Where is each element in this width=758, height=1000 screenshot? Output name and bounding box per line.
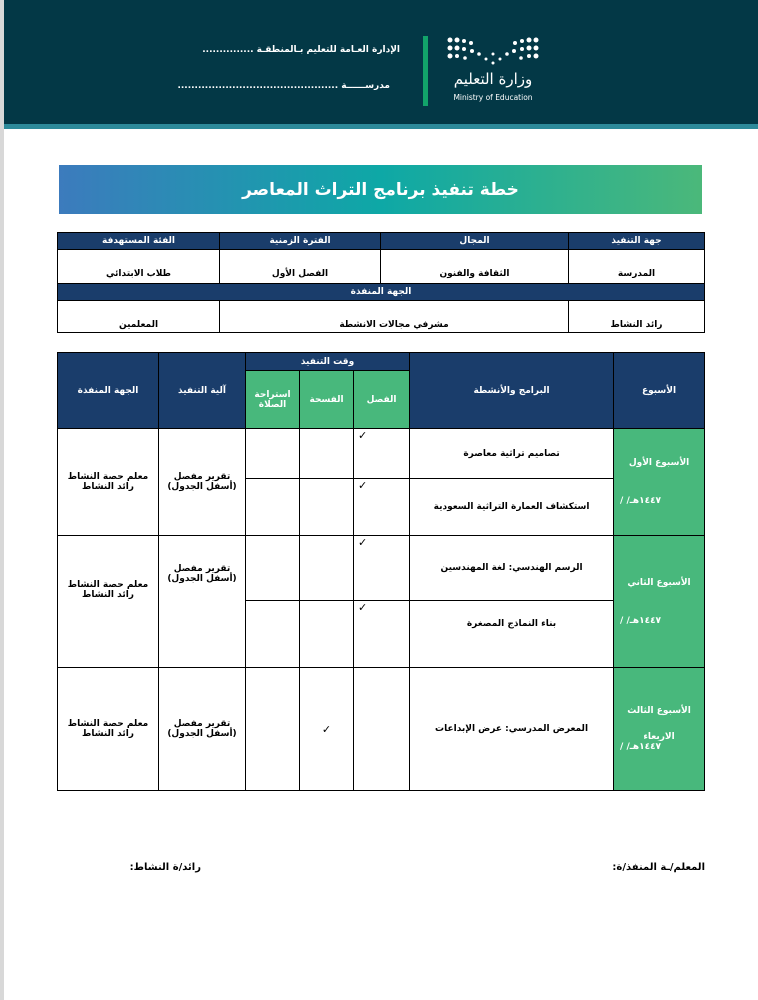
col-week: الأسبوع	[614, 353, 705, 429]
col-yard: الفسحة	[300, 371, 354, 429]
col-programs: البرامج والأنشطة	[410, 353, 614, 429]
activity: بناء النماذج المصغرة	[410, 601, 614, 668]
info-header: الفترة الزمنية	[220, 233, 381, 250]
check-classroom: ✓	[354, 429, 410, 479]
executor: معلم حصة النشاط رائد النشاط	[58, 668, 159, 791]
info-header: جهة التنفيذ	[569, 233, 705, 250]
activity: استكشاف العمارة التراثية السعودية	[410, 479, 614, 536]
executor-value: مشرفي مجالات الانشطة	[220, 301, 569, 333]
check-classroom: ✓	[354, 479, 410, 536]
mechanism: تقرير مفصل (أسفل الجدول)	[159, 668, 246, 791]
check-classroom: ✓	[354, 536, 410, 601]
col-mechanism: آلية التنفيذ	[159, 353, 246, 429]
leader-signature-label: رائد/ة النشاط:	[129, 862, 201, 873]
ministry-name-en: Ministry of Education	[453, 93, 533, 102]
week-date: / /١٤٤٧هـ	[620, 615, 662, 626]
directorate-line: الإدارة العـامة للتعليم بـالمنطقـة ...............	[202, 45, 400, 55]
activity: الرسم الهندسي: لغة المهندسين	[410, 536, 614, 601]
week-name: الأسبوع الأول	[628, 458, 690, 468]
table-row	[58, 536, 705, 601]
table-row	[58, 429, 705, 479]
col-executor: الجهة المنفذة	[58, 353, 159, 429]
executor-value: المعلمين	[58, 301, 220, 333]
header-banner	[4, 0, 758, 126]
ministry-name-ar: وزارة التعليم	[453, 70, 533, 88]
week-cell	[614, 668, 705, 791]
check-yard: ✓	[300, 668, 354, 791]
info-value: الفصل الأول	[220, 250, 381, 284]
school-line: مدرســــــة ...............................................	[177, 81, 390, 91]
week-cell	[614, 536, 705, 668]
executor: معلم حصة النشاط رائد النشاط	[58, 429, 159, 536]
week-cell	[614, 429, 705, 536]
col-classroom: الفصل	[354, 371, 410, 429]
week-date: / /١٤٤٧هـ	[620, 496, 662, 506]
header-divider	[423, 36, 428, 106]
info-value: المدرسة	[569, 250, 705, 284]
teacher-signature-label: المعلم/ـة المنفذ/ة:	[612, 862, 705, 873]
col-time: وقت التنفيذ	[246, 353, 410, 371]
check-classroom: ✓	[354, 601, 410, 668]
week-date: / /١٤٤٧هـ	[620, 742, 662, 752]
activity: المعرض المدرسي: عرض الإبداعات	[410, 668, 614, 791]
info-header: المجال	[381, 233, 569, 250]
mechanism: تقرير مفصل (أسفل الجدول)	[159, 429, 246, 536]
activity: تصاميم تراثية معاصرة	[410, 429, 614, 479]
info-value: طلاب الابتدائي	[58, 250, 220, 284]
ministry-logo-icon	[446, 36, 540, 70]
executor-section-header: الجهة المنفذة	[58, 284, 705, 301]
week-name: الأسبوع الثالث	[627, 706, 691, 716]
week-name: الأسبوع الثاني	[627, 577, 691, 588]
info-table	[57, 232, 705, 333]
info-header: الفئة المستهدفة	[58, 233, 220, 250]
info-value: الثقافة والفنون	[381, 250, 569, 284]
mechanism: تقرير مفصل (أسفل الجدول)	[159, 536, 246, 668]
page-title: خطة تنفيذ برنامج التراث المعاصر	[59, 165, 702, 214]
table-row	[58, 668, 705, 791]
executor-value: رائد النشاط	[569, 301, 705, 333]
week-day: الاربعاء	[643, 732, 675, 742]
col-prayer: استراحة الصلاة	[246, 371, 300, 429]
plan-table	[57, 352, 705, 791]
executor: معلم حصة النشاط رائد النشاط	[58, 536, 159, 668]
header-stripe	[4, 124, 758, 129]
page-edge	[0, 0, 4, 1000]
